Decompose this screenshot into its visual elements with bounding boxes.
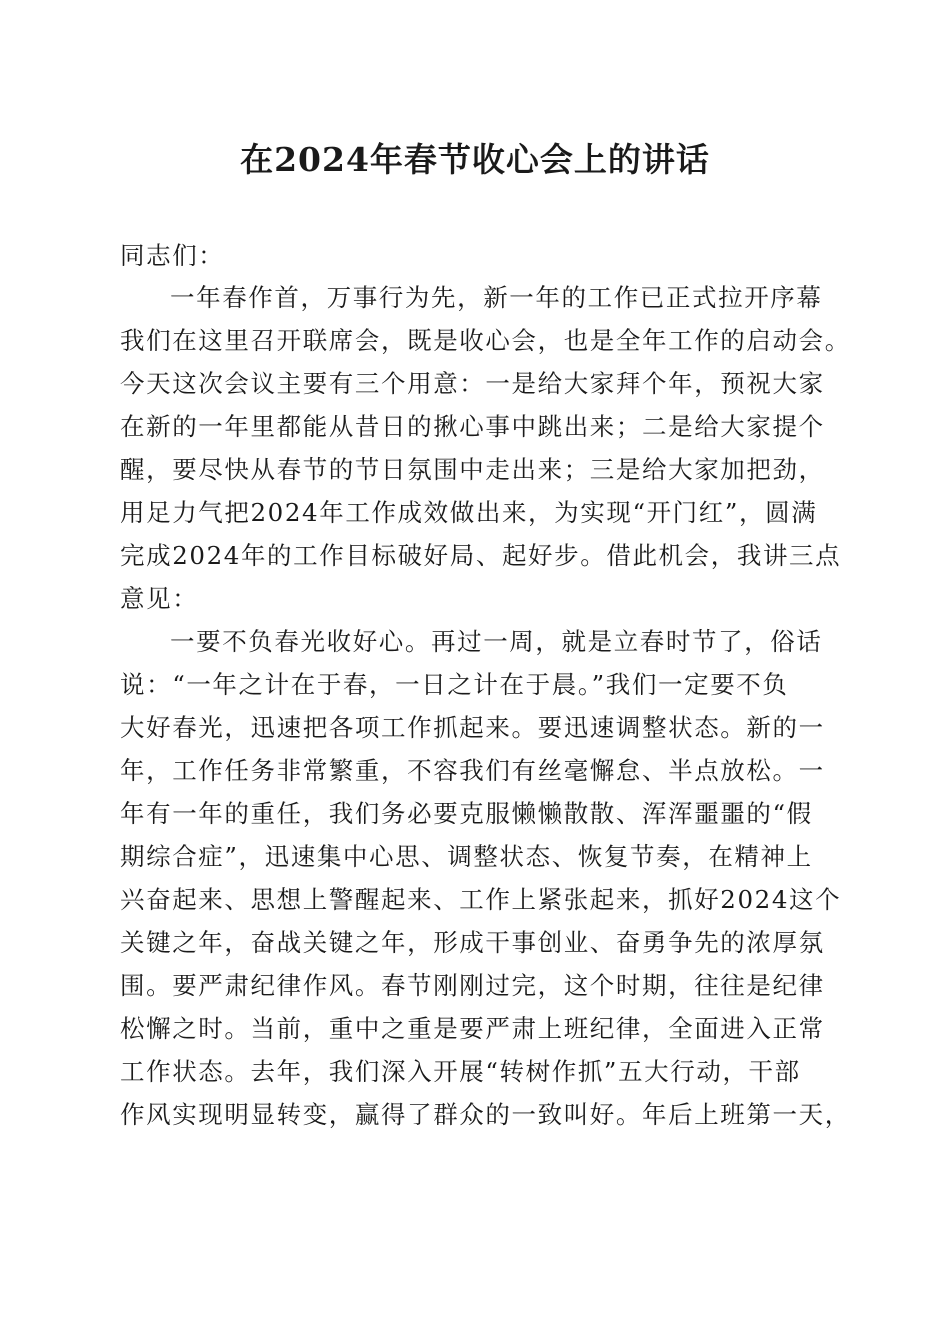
paragraph-line: 年，工作任务非常繁重，不容我们有丝毫懈怠、半点放松。一 bbox=[120, 756, 825, 785]
paragraph-line: 大好春光，迅速把各项工作抓起来。要迅速调整状态。新的一 bbox=[120, 713, 825, 742]
paragraph-line: 在新的一年里都能从昔日的揪心事中跳出来；二是给大家提个 bbox=[120, 412, 825, 441]
paragraph-line: 说：“一年之计在于春，一日之计在于晨。”我们一定要不负 bbox=[120, 670, 789, 699]
paragraph-line: 意见： bbox=[120, 584, 199, 613]
paragraph-line: 作风实现明显转变，赢得了群众的一致叫好。年后上班第一天， bbox=[120, 1100, 851, 1129]
paragraph-line: 完成2024年的工作目标破好局、起好步。借此机会，我讲三点 bbox=[120, 541, 842, 570]
paragraph-line: 期综合症”，迅速集中心思、调整状态、恢复节奏，在精神上 bbox=[120, 842, 813, 871]
paragraph-line: 兴奋起来、思想上警醒起来、工作上紧张起来，抓好2024这个 bbox=[120, 885, 842, 914]
paragraph-line: 用足力气把2024年工作成效做出来，为实现“开门红”，圆满 bbox=[120, 498, 818, 527]
paragraph-line: 今天这次会议主要有三个用意：一是给大家拜个年，预祝大家 bbox=[120, 369, 825, 398]
paragraph-line: 我们在这里召开联席会，既是收心会，也是全年工作的启动会。 bbox=[120, 326, 851, 355]
paragraph-line: 一年春作首，万事行为先，新一年的工作已正式拉开序幕 bbox=[170, 283, 823, 312]
document-title: 在2024年春节收心会上的讲话 bbox=[240, 140, 710, 179]
paragraph-line: 围。要严肃纪律作风。春节刚刚过完，这个时期，往往是纪律 bbox=[120, 971, 825, 1000]
paragraph-line: 工作状态。去年，我们深入开展“转树作抓”五大行动，干部 bbox=[120, 1057, 801, 1086]
paragraph-line: 一要不负春光收好心。再过一周，就是立春时节了，俗话 bbox=[170, 627, 823, 656]
greeting: 同志们： bbox=[120, 241, 225, 270]
paragraph-line: 松懈之时。当前，重中之重是要严肃上班纪律，全面进入正常 bbox=[120, 1014, 825, 1043]
paragraph-line: 年有一年的重任，我们务必要克服懒懒散散、浑浑噩噩的“假 bbox=[120, 799, 813, 828]
paragraph-line: 关键之年，奋战关键之年，形成干事创业、奋勇争先的浓厚氛 bbox=[120, 928, 825, 957]
paragraph-line: 醒，要尽快从春节的节日氛围中走出来；三是给大家加把劲， bbox=[120, 455, 825, 484]
